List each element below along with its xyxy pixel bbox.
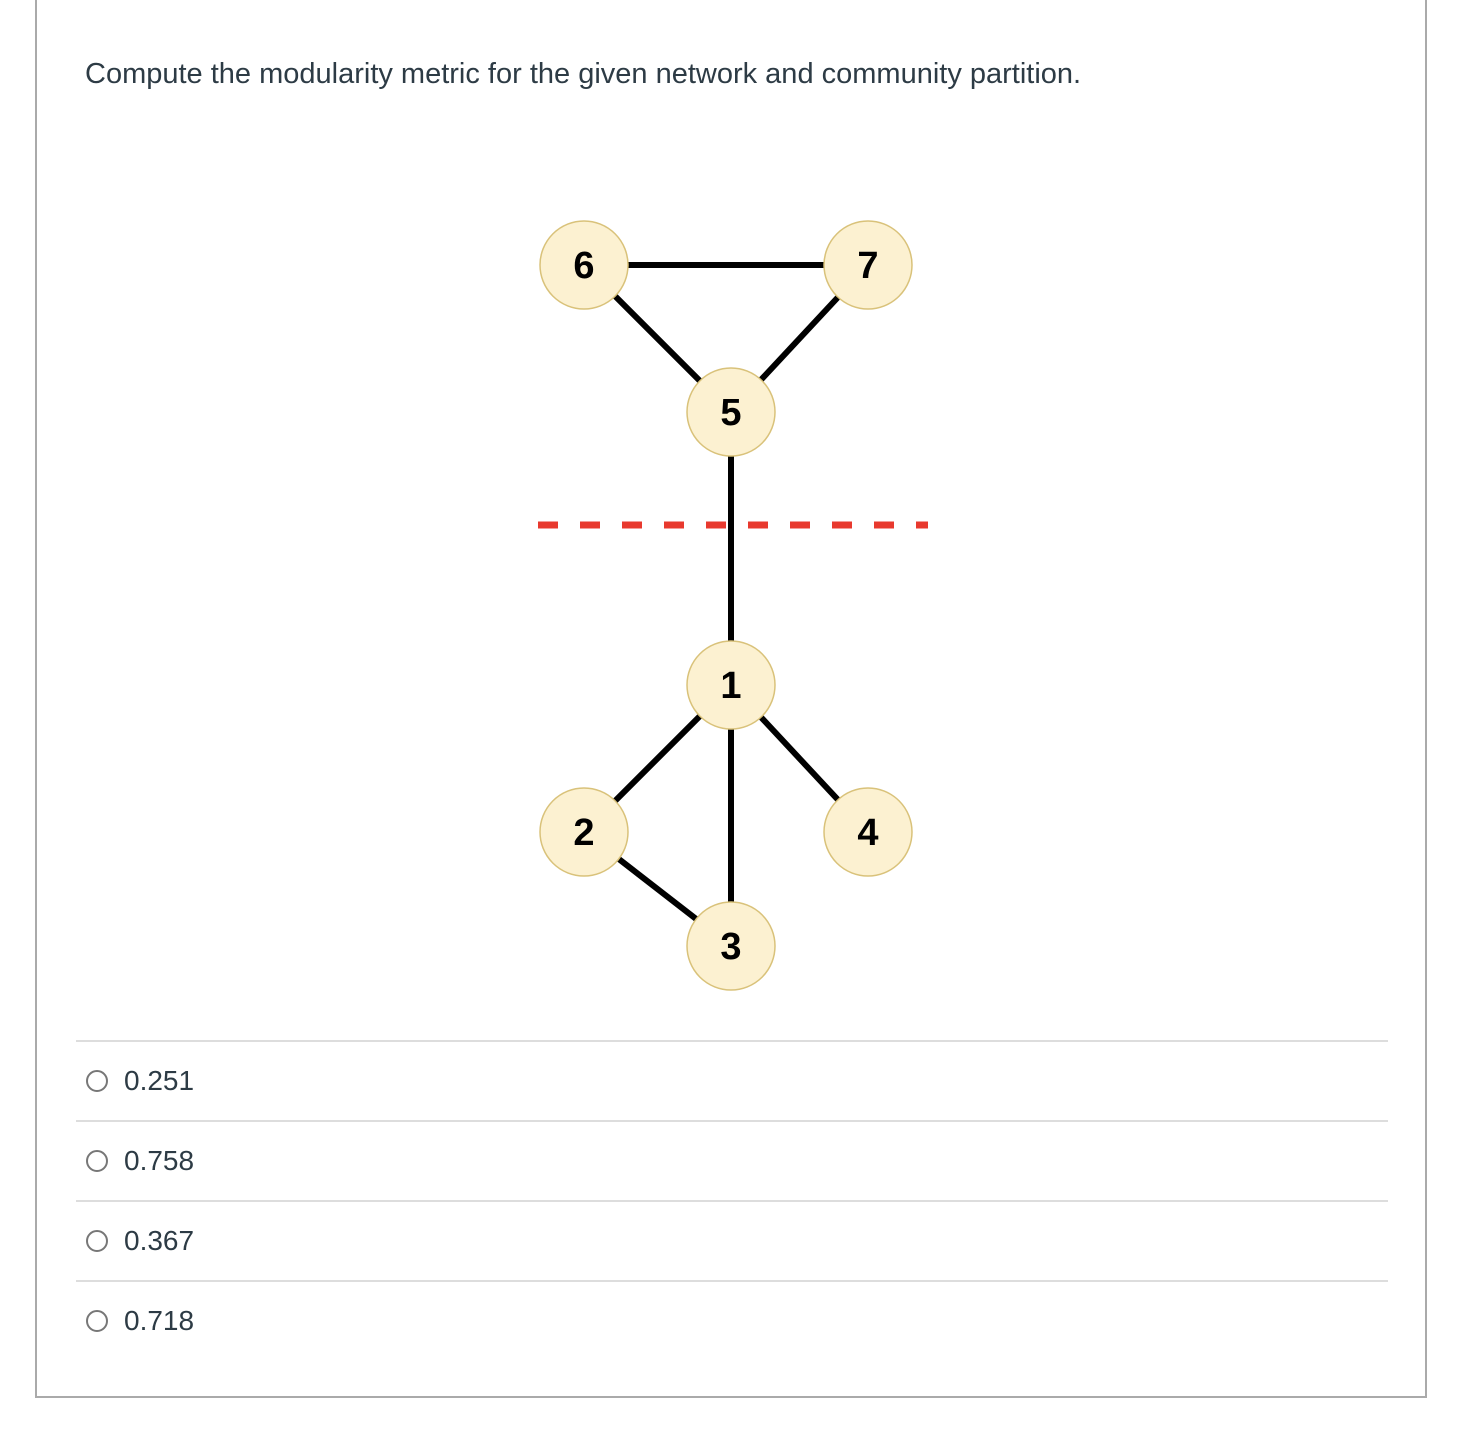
node-label: 3	[720, 926, 742, 968]
node-label: 6	[573, 245, 595, 287]
node-label: 7	[857, 245, 879, 287]
node-label: 5	[720, 392, 742, 434]
node-label: 2	[573, 812, 595, 854]
answer-option[interactable]	[76, 1280, 1388, 1360]
answer-label: 0.758	[124, 1145, 195, 1176]
radio-button[interactable]	[86, 1070, 108, 1092]
answer-label: 0.718	[124, 1305, 195, 1336]
answer-label: 0.367	[124, 1225, 195, 1256]
answer-option[interactable]	[76, 1040, 1388, 1120]
radio-button[interactable]	[86, 1150, 108, 1172]
node-label: 1	[720, 665, 742, 707]
answer-list	[76, 1040, 1388, 1360]
radio-button[interactable]	[86, 1310, 108, 1332]
radio-button[interactable]	[86, 1230, 108, 1252]
answer-option[interactable]	[76, 1120, 1388, 1200]
node-label: 4	[857, 812, 879, 854]
question-text: Compute the modularity metric for the given network and community partition.	[85, 58, 1082, 90]
answer-option[interactable]	[76, 1200, 1388, 1280]
answer-label: 0.251	[124, 1065, 195, 1096]
